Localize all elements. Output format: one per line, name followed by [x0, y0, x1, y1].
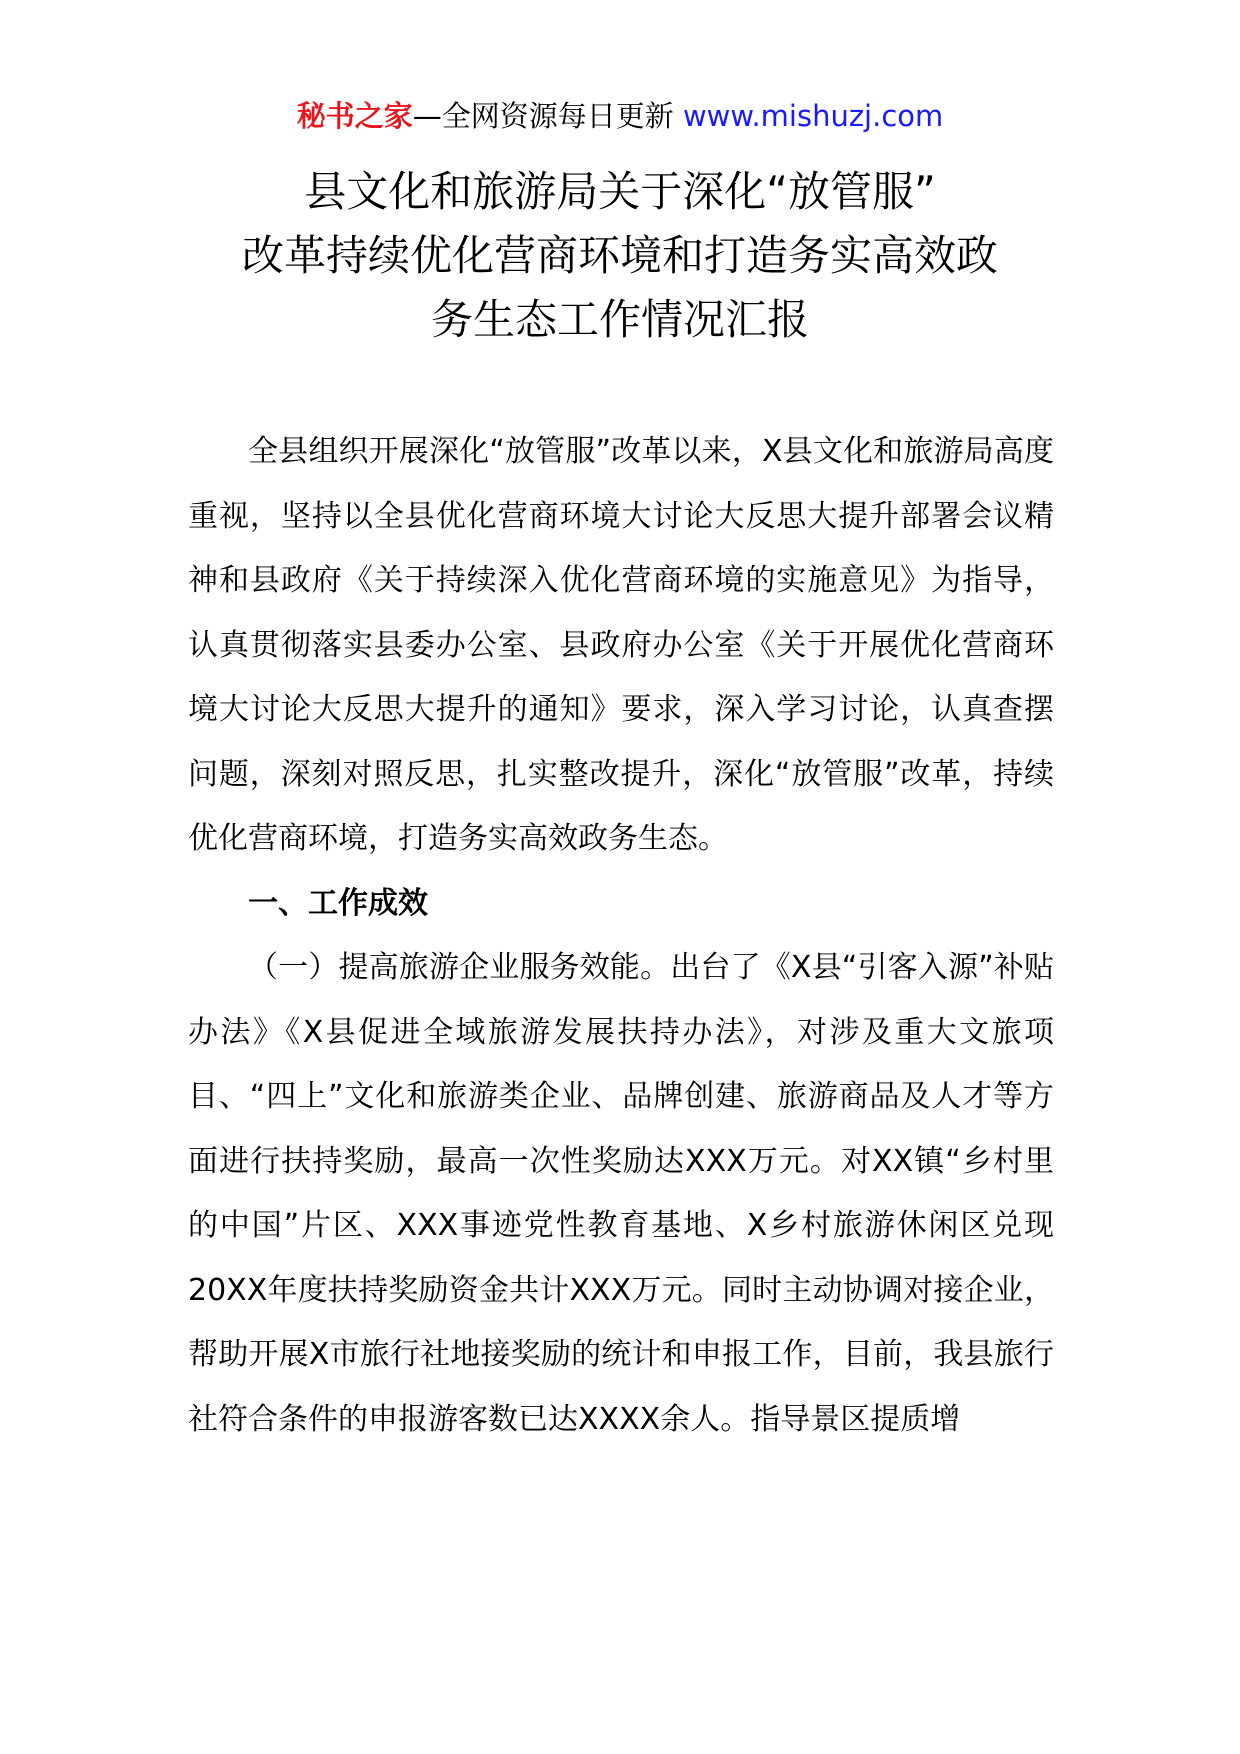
intro-paragraph: 全县组织开展深化“放管服”改革以来，X县文化和旅游局高度重视，坚持以全县优化营商环境大讨论大反思大提升部署会议精神和县政府《关于持续深入优化营商环境的实施意见》为指导，认真贯彻落实县委办公室、县政府办公室《关于开展优化营商环境大讨论大反思大提升的通知》要求，深入学习讨论，认真查摆问题，深刻对照反思，扎实整改提升，深化“放管服”改革，持续优化营商环境，打造务实高效政务生态。 — [188, 434, 1054, 856]
site-url-link[interactable]: www.mishuzj.com — [682, 99, 944, 133]
title-line-3: 务生态工作情况汇报 — [430, 295, 809, 344]
document-title — [160, 160, 1080, 352]
site-tagline: —全网资源每日更新 — [412, 99, 674, 133]
title-line-2: 改革持续优化营商环境和打造务实高效政 — [241, 231, 998, 280]
site-header — [0, 98, 1240, 134]
site-brand: 秘书之家 — [296, 99, 413, 133]
section-paragraph: （一）提高旅游企业服务效能。出台了《X县“引客入源”补贴办法》《X县促进全域旅游发展扶持办法》，对涉及重大文旅项目、“四上”文化和旅游类企业、品牌创建、旅游商品及人才等方面进行扶持奖励，最高一次性奖励达XXX万元。对XX镇“乡村里的中国”片区、XXX事迹党性教育基地、X乡村旅游休闲区兑现20XX年度扶持奖励资金共计XXX万元。同时主动协调对接企业，帮助开展X市旅行社地接奖励的统计和申报工作，目前，我县旅行社符合条件的申报游客数已达XXXX余人。指导景区提质增 — [188, 950, 1054, 1437]
section-heading: 一、工作成效 — [248, 885, 428, 921]
document-body — [188, 420, 1054, 1452]
title-line-1: 县文化和旅游局关于深化“放管服” — [304, 167, 936, 216]
